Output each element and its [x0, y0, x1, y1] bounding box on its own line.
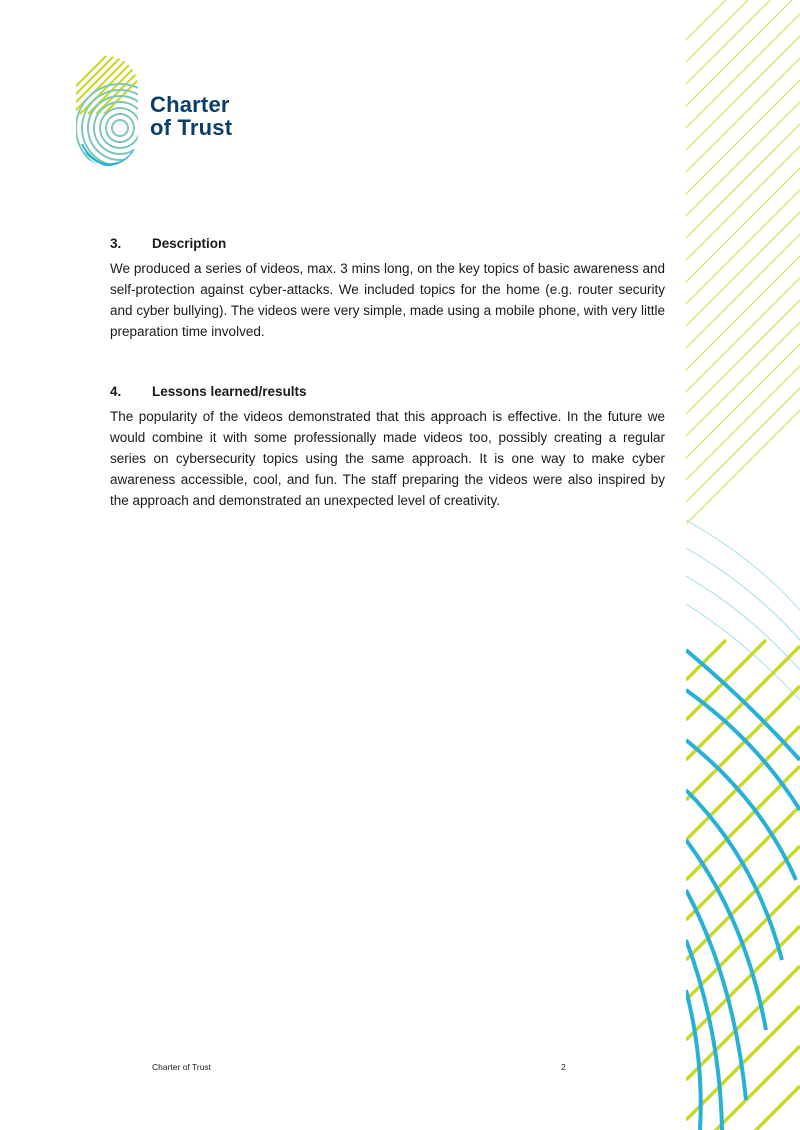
section-number: 3.: [110, 235, 122, 251]
section-title: Lessons learned/results: [152, 383, 307, 399]
section-number: 4.: [110, 383, 122, 399]
section-body: We produced a series of videos, max. 3 mins long, on the key topics of basic awareness and self-protection against cyber-attacks. We included topics for the home (e.g. router security and cyber bullying). The videos were very simple, made using a mobile phone, with very little preparation time involved.: [110, 261, 665, 339]
section-heading: [110, 380, 665, 402]
charter-of-trust-logo: [76, 56, 246, 168]
logo-line-2: of Trust: [150, 115, 233, 140]
decorative-stripes: [686, 0, 800, 1130]
section-heading: [110, 232, 665, 254]
section-lessons-learned: [110, 380, 665, 511]
fingerprint-icon: [76, 56, 138, 166]
section-body: The popularity of the videos demonstrated that this approach is effective. In the future we would combine it with some professionally made videos too, possibly creating a regular series on cybersecurity topics using the same approach. It is one way to make cyber awareness accessible, cool, and fun. The staff preparing the videos were also inspired by the approach and demonstrated an unexpected level of creativity.: [110, 409, 665, 508]
section-description: [110, 232, 665, 342]
logo-wordmark: [150, 93, 232, 139]
footer-org-name: Charter of Trust: [152, 1062, 212, 1072]
logo-line-1: Charter: [150, 92, 230, 117]
page-number: 2: [561, 1062, 566, 1072]
section-title: Description: [152, 235, 227, 251]
